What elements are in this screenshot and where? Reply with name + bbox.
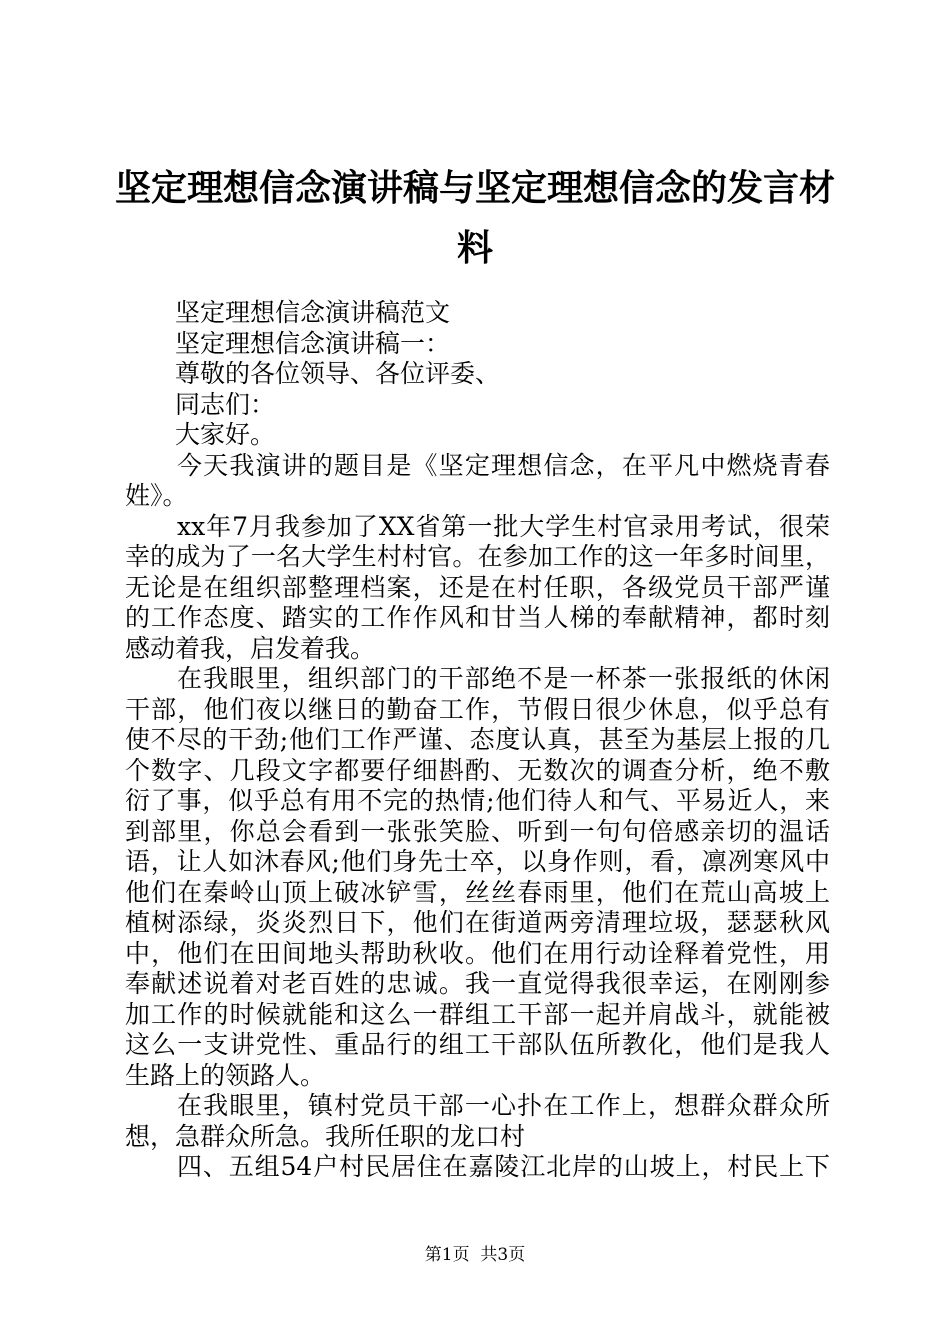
body-line: 同志们： <box>175 389 276 419</box>
title-line-1: 坚定理想信念演讲稿与坚定理想信念的发言材 <box>114 167 835 209</box>
body-line: 到部里，你总会看到一张张笑脸、听到一句句倍感亲切的温话 <box>125 816 830 846</box>
body-line: xx年7月我参加了XX省第一批大学生村官录用考试，很荣 <box>177 511 830 541</box>
document-body <box>125 298 830 1183</box>
title-line-2: 料 <box>456 227 493 269</box>
page-number: 第1页 <box>424 1245 470 1265</box>
body-line: 幸的成为了一名大学生村村官。在参加工作的这一年多时间里， <box>125 542 830 571</box>
body-line: 奉献述说着对老百姓的忠诚。我一直觉得我很幸运，在刚刚参 <box>125 969 830 998</box>
body-line: 感动着我，启发着我。 <box>125 633 376 663</box>
body-line: 这么一支讲党性、重品行的组工干部队伍所教化，他们是我人 <box>125 1030 830 1059</box>
body-line: 他们在秦岭山顶上破冰铲雪，丝丝春雨里，他们在荒山高坡上 <box>125 877 830 907</box>
body-line: 的工作态度、踏实的工作作风和甘当人梯的奉献精神，都时刻 <box>125 603 830 632</box>
body-line: 大家好。 <box>175 420 276 449</box>
body-line: 四、五组54户村民居住在嘉陵江北岸的山坡上，村民上下 <box>177 1152 830 1181</box>
body-line: 语，让人如沐春风;他们身先士卒，以身作则，看，凛冽寒风中 <box>125 847 830 876</box>
body-line: 尊敬的各位领导、各位评委、 <box>175 359 501 388</box>
body-line: 在我眼里，组织部门的干部绝不是一杯茶一张报纸的休闲 <box>177 664 830 693</box>
body-line: 想，急群众所急。我所任职的龙口村 <box>125 1121 526 1151</box>
body-line: 生路上的领路人。 <box>125 1060 326 1090</box>
body-line: 姓》。 <box>125 481 188 510</box>
body-line: 干部，他们夜以继日的勤奋工作，节假日很少休息，似乎总有 <box>125 694 830 724</box>
document-title <box>100 158 850 278</box>
body-line: 中，他们在田间地头帮助秋收。他们在用行动诠释着党性，用 <box>125 938 830 968</box>
body-line: 无论是在组织部整理档案，还是在村任职，各级党员干部严谨 <box>125 572 830 602</box>
body-line: 今天我演讲的题目是《坚定理想信念，在平凡中燃烧青春 <box>177 450 830 480</box>
body-line: 加工作的时候就能和这么一群组工干部一起并肩战斗，就能被 <box>125 999 830 1029</box>
body-line: 衍了事，似乎总有用不完的热情;他们待人和气、平易近人，来 <box>125 786 830 815</box>
body-line: 个数字、几段文字都要仔细斟酌、无数次的调查分析，绝不敷 <box>125 755 830 785</box>
body-line: 使不尽的干劲;他们工作严谨、态度认真，甚至为基层上报的几 <box>125 725 830 754</box>
page-footer <box>0 1240 950 1265</box>
body-line: 在我眼里，镇村党员干部一心扑在工作上，想群众群众所 <box>177 1091 830 1120</box>
body-line: 坚定理想信念演讲稿一： <box>175 328 451 358</box>
body-line: 植树添绿，炎炎烈日下，他们在街道两旁清理垃圾，瑟瑟秋风 <box>125 908 830 937</box>
page-total: 共3页 <box>480 1245 526 1265</box>
body-line: 坚定理想信念演讲稿范文 <box>175 298 451 327</box>
